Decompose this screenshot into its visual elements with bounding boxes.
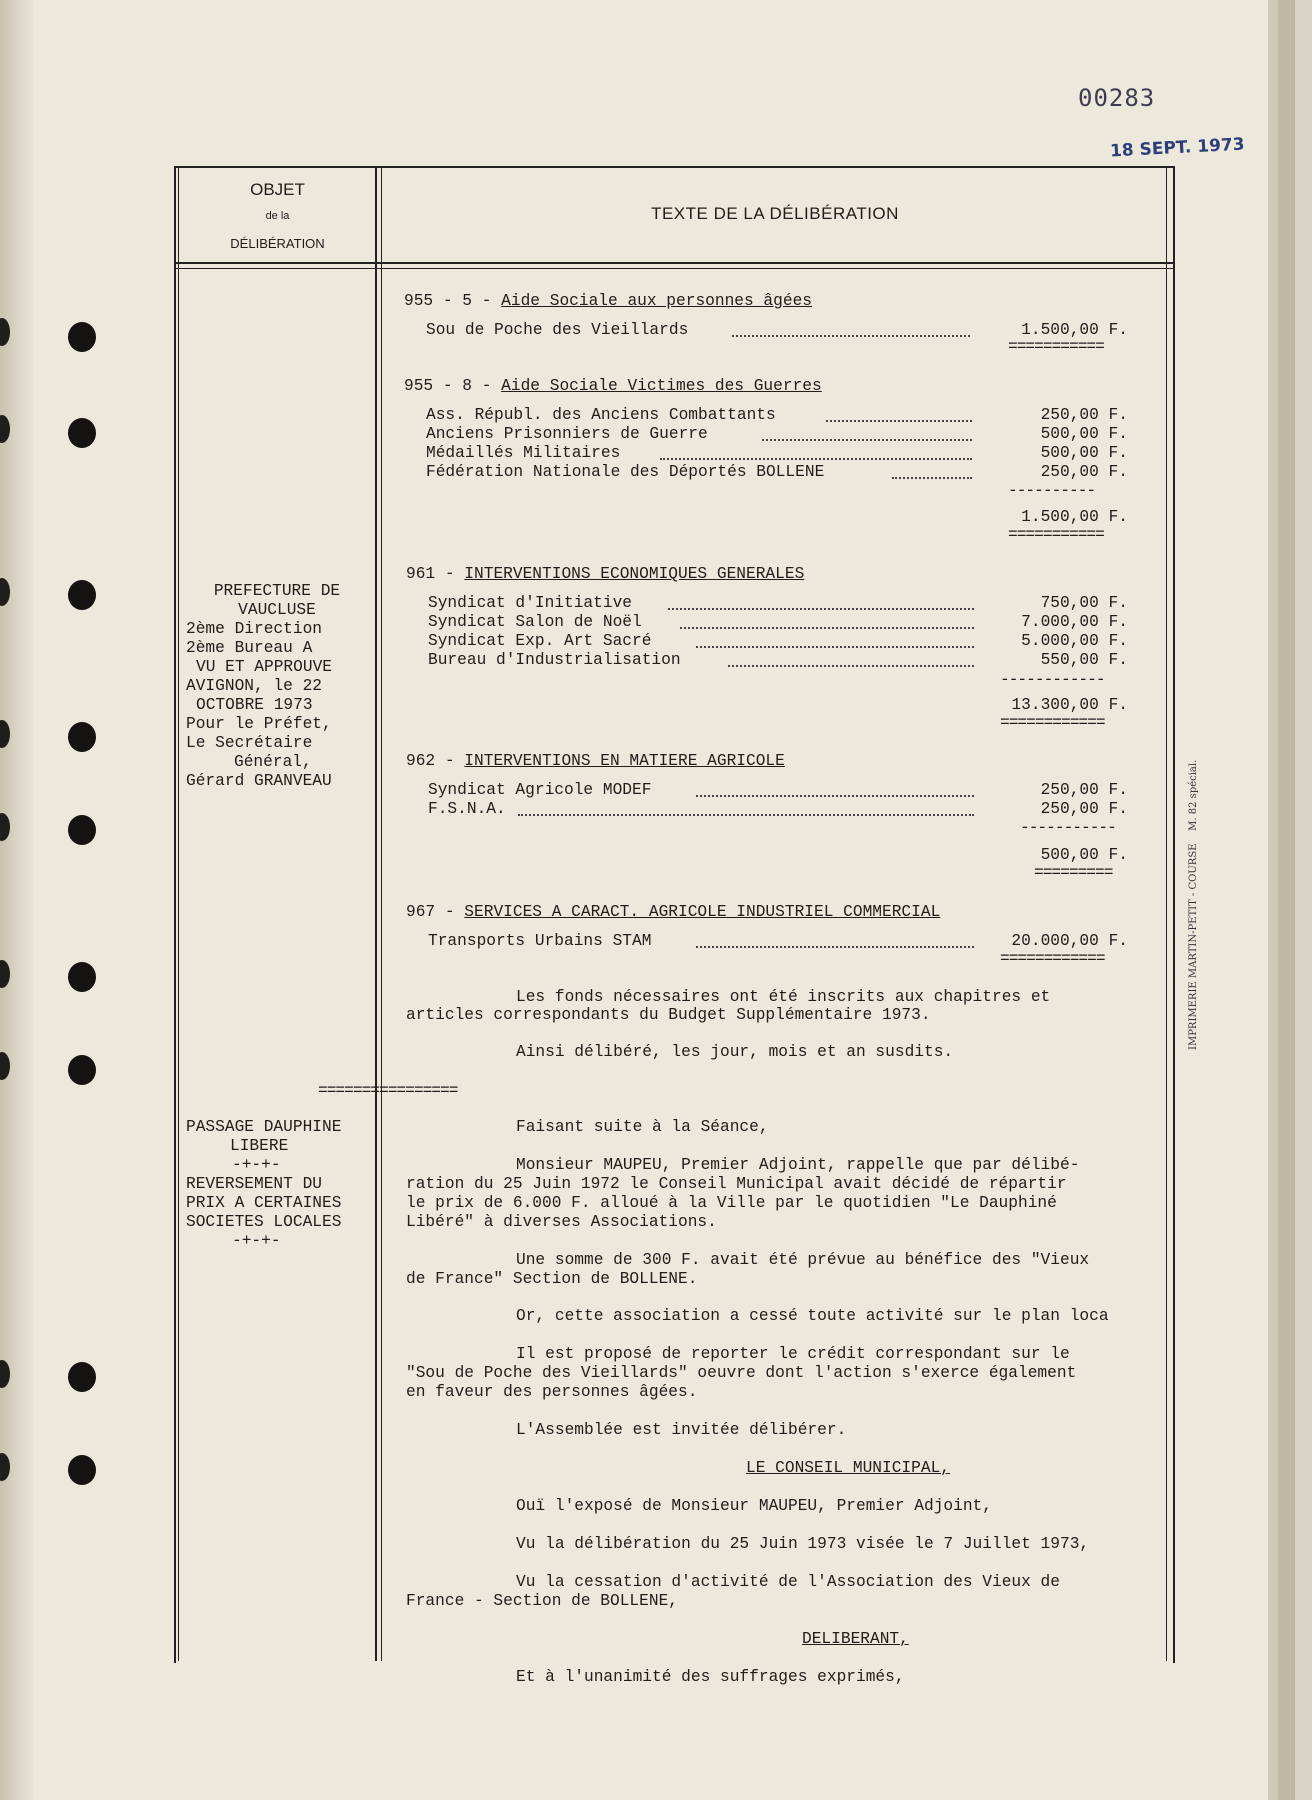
dot-leader (518, 814, 974, 816)
subtotal-rule: ---------- (1008, 482, 1096, 500)
total-rule: =========== (1008, 338, 1104, 356)
item-amount: 250,00 F. (1040, 800, 1128, 818)
paragraph-line: le prix de 6.000 F. alloué à la Ville par le quotidien "Le Dauphiné (406, 1194, 1057, 1212)
paragraph-line: France - Section de BOLLENE, (406, 1592, 678, 1610)
objet-line: LIBERE (230, 1137, 289, 1155)
paragraph-line: Vu la délibération du 25 Juin 1973 visée le 7 Juillet 1973, (516, 1535, 1090, 1553)
binding-gutter (0, 0, 34, 1800)
paragraph-line: Vu la cessation d'activité de l'Association des Vieux de (516, 1573, 1060, 1591)
paragraph-line: en faveur des personnes âgées. (406, 1383, 698, 1401)
paragraph-line: Ouï l'exposé de Monsieur MAUPEU, Premier Adjoint, (516, 1497, 992, 1515)
item-label: Syndicat Exp. Art Sacré (428, 632, 652, 650)
prefecture-line: PREFECTURE DE (213, 582, 341, 600)
subtotal-rule: ------------ (1000, 671, 1105, 689)
objet-line: SOCIETES LOCALES (186, 1213, 342, 1231)
item-amount: 20.000,00 F. (1011, 932, 1128, 950)
objet-line: PASSAGE DAUPHINE (186, 1118, 342, 1136)
total-rule: =========== (1008, 526, 1104, 544)
header-texte: TEXTE DE LA DÉLIBÉRATION (651, 204, 899, 223)
punch-hole-icon (68, 580, 96, 610)
paragraph-line: "Sou de Poche des Vieillards" oeuvre dont l'action s'exerce également (406, 1364, 1077, 1382)
section-heading (406, 752, 785, 771)
item-label: Médaillés Militaires (426, 444, 621, 462)
item-amount: 5.000,00 F. (1021, 632, 1128, 650)
item-label: Fédération Nationale des Déportés BOLLENE (426, 463, 825, 481)
total-rule: ============ (1000, 950, 1105, 968)
paragraph-line: ration du 25 Juin 1972 le Conseil Municipal avait décidé de répartir (406, 1175, 1067, 1193)
prefecture-line: OCTOBRE 1973 (196, 696, 313, 714)
dot-leader (732, 335, 970, 337)
header-de-la: de la (265, 210, 290, 222)
item-label: Syndicat Salon de Noël (428, 613, 642, 631)
date-stamp: 18 SEPT. 1973 (1109, 134, 1246, 162)
section-title: SERVICES A CARACT. AGRICOLE INDUSTRIEL COMMERCIAL (464, 903, 941, 921)
section-heading (406, 565, 804, 584)
section-total: 1.500,00 F. (1021, 508, 1128, 526)
header-divider (174, 268, 1175, 269)
item-amount: 250,00 F. (1040, 781, 1128, 799)
printer-mark: IMPRIMERIE MARTIN-PETIT - COURSE M. 82 spécial. (1188, 759, 1199, 1050)
registration-stamp: 00283 (1078, 84, 1156, 112)
item-amount: 250,00 F. (1040, 463, 1128, 481)
dot-leader (668, 608, 974, 610)
page-edge-outer (1278, 0, 1295, 1800)
punch-hole-icon (68, 1362, 96, 1392)
prefecture-line: Pour le Préfet, (186, 715, 332, 733)
dot-leader (696, 646, 974, 648)
paragraph-line: Ainsi délibéré, les jour, mois et an susdits. (516, 1043, 954, 1061)
prefecture-line: VU ET APPROUVE (196, 658, 332, 676)
paragraph-line: L'Assemblée est invitée délibérer. (516, 1421, 847, 1439)
punch-hole-icon (68, 418, 96, 448)
dot-leader (696, 795, 974, 797)
prefecture-line: VAUCLUSE (238, 601, 316, 619)
item-amount: 500,00 F. (1040, 444, 1128, 462)
paragraph-line: Monsieur MAUPEU, Premier Adjoint, rappelle que par délibé- (516, 1156, 1080, 1174)
paragraph-line: de France" Section de BOLLENE. (406, 1270, 698, 1288)
dot-leader (696, 946, 974, 948)
dot-leader (660, 458, 972, 460)
column-divider (381, 166, 382, 1661)
item-amount: 250,00 F. (1040, 406, 1128, 424)
dot-leader (892, 477, 972, 479)
dot-leader (826, 420, 972, 422)
total-rule: ========= (1034, 864, 1113, 882)
item-label: Syndicat Agricole MODEF (428, 781, 652, 799)
punch-hole-icon (68, 962, 96, 992)
dot-leader (728, 665, 974, 667)
objet-line: -+-+- (232, 1156, 281, 1174)
header-divider (174, 262, 1175, 264)
prefecture-line: Général, (234, 753, 312, 771)
item-amount: 750,00 F. (1040, 594, 1128, 612)
section-heading (404, 292, 812, 311)
section-code: 955 - 8 - (404, 377, 502, 395)
section-heading (406, 903, 940, 922)
section-total: 13.300,00 F. (1011, 696, 1128, 714)
item-amount: 7.000,00 F. (1021, 613, 1128, 631)
page-edge (1268, 0, 1278, 1800)
item-label: Transports Urbains STAM (428, 932, 652, 950)
paragraph-line: Libéré" à diverses Associations. (406, 1213, 717, 1231)
paragraph-line: Et à l'unanimité des suffrages exprimés, (516, 1668, 905, 1686)
paragraph-line: Une somme de 300 F. avait été prévue au bénéfice des "Vieux (516, 1251, 1090, 1269)
paragraph-line: Or, cette association a cessé toute activité sur le plan loca (516, 1307, 1109, 1325)
objet-line: -+-+- (232, 1232, 281, 1250)
item-label: Syndicat d'Initiative (428, 594, 632, 612)
item-amount: 500,00 F. (1040, 425, 1128, 443)
paragraph-line: Il est proposé de reporter le crédit correspondant sur le (516, 1345, 1070, 1363)
header-deliberation: DÉLIBÉRATION (230, 236, 325, 251)
frame-line (1166, 166, 1167, 1661)
item-label: Anciens Prisonniers de Guerre (426, 425, 708, 443)
punch-hole-icon (68, 1055, 96, 1085)
punch-hole-icon (68, 1455, 96, 1485)
section-code: 967 - (406, 903, 465, 921)
item-label: Ass. Républ. des Anciens Combattants (426, 406, 776, 424)
frame-line (178, 166, 179, 1661)
section-code: 955 - 5 - (404, 292, 502, 310)
dot-leader (680, 627, 974, 629)
prefecture-line: Le Secrétaire (186, 734, 313, 752)
prefecture-line: AVIGNON, le 22 (186, 677, 322, 695)
section-code: 962 - (406, 752, 465, 770)
section-separator: ================ (318, 1082, 458, 1100)
section-heading (404, 377, 822, 396)
section-title: Aide Sociale aux personnes âgées (501, 292, 813, 310)
punch-hole-icon (68, 322, 96, 352)
paragraph-line: articles correspondants du Budget Supplémentaire 1973. (406, 1006, 931, 1024)
punch-hole-icon (68, 815, 96, 845)
paragraph-line: Faisant suite à la Séance, (516, 1118, 769, 1136)
subtotal-rule: ----------- (1020, 819, 1116, 837)
section-title: INTERVENTIONS ECONOMIQUES GENERALES (464, 565, 805, 583)
column-divider (375, 166, 377, 1661)
item-label: Sou de Poche des Vieillards (426, 321, 689, 339)
section-total: 500,00 F. (1040, 846, 1128, 864)
objet-line: REVERSEMENT DU (186, 1175, 322, 1193)
header-objet: OBJET (250, 180, 305, 199)
deliberant-heading: DELIBERANT, (802, 1630, 909, 1648)
dot-leader (762, 439, 972, 441)
prefecture-line: 2ème Direction (186, 620, 322, 638)
total-rule: ============ (1000, 714, 1105, 732)
prefecture-line: Gérard GRANVEAU (186, 772, 332, 790)
section-title: INTERVENTIONS EN MATIERE AGRICOLE (464, 752, 785, 770)
paragraph-line: Les fonds nécessaires ont été inscrits aux chapitres et (516, 988, 1051, 1006)
item-label: Bureau d'Industrialisation (428, 651, 681, 669)
objet-line: PRIX A CERTAINES (186, 1194, 342, 1212)
item-amount: 550,00 F. (1040, 651, 1128, 669)
council-heading: LE CONSEIL MUNICIPAL, (746, 1459, 950, 1477)
item-amount: 1.500,00 F. (1021, 321, 1128, 339)
prefecture-line: 2ème Bureau A (186, 639, 313, 657)
section-title: Aide Sociale Victimes des Guerres (501, 377, 822, 395)
section-code: 961 - (406, 565, 465, 583)
item-label: F.S.N.A. (428, 800, 506, 818)
punch-hole-icon (68, 722, 96, 752)
